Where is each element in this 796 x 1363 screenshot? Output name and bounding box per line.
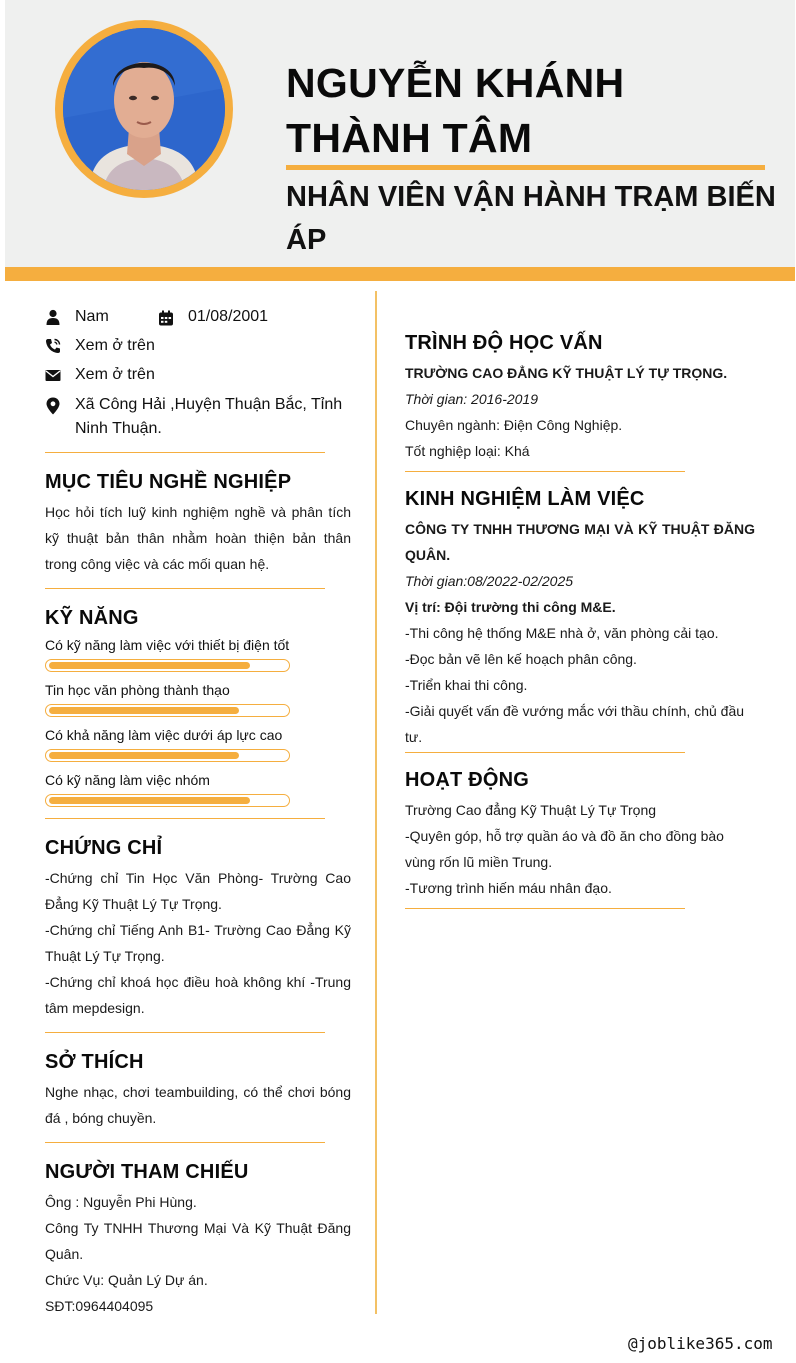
- education-school: TRƯỜNG CAO ĐẲNG KỸ THUẬT LÝ TỰ TRỌNG.: [405, 365, 728, 381]
- skill-bar: [45, 749, 290, 762]
- experience-duty: -Giải quyết vấn đề vướng mắc với thầu chính, chủ đầu tư.: [405, 703, 745, 745]
- skill-bar-fill: [49, 662, 250, 669]
- certificate-item: -Chứng chỉ Tin Học Văn Phòng- Trường Cao Đẳng Kỹ Thuật Lý Tự Trọng.: [45, 870, 351, 912]
- divider: [45, 588, 325, 589]
- objective-title: MỤC TIÊU NGHỀ NGHIỆP: [45, 471, 292, 493]
- email-value: Xem ở trên: [75, 366, 155, 383]
- skill-item: [45, 770, 351, 807]
- user-icon: [45, 309, 61, 325]
- divider: [405, 752, 685, 753]
- experience-duty: -Thi công hệ thống M&E nhà ở, văn phòng cải tạo.: [405, 625, 719, 641]
- divider: [405, 908, 685, 909]
- skill-item: [45, 680, 351, 717]
- skill-bar: [45, 704, 290, 717]
- certificate-item: -Chứng chỉ Tiếng Anh B1- Trường Cao Đẳng Kỹ Thuật Lý Tự Trọng.: [45, 922, 351, 964]
- skill-bar-fill: [49, 797, 250, 804]
- phone-icon: [45, 338, 61, 354]
- reference-line: Ông : Nguyễn Phi Hùng.: [45, 1194, 197, 1210]
- watermark: @joblike365.com: [628, 1334, 773, 1353]
- contact-address-row: [45, 393, 351, 441]
- activity-item: -Quyên góp, hỗ trợ quần áo và đồ ăn cho đồng bào vùng rốn lũ miền Trung.: [405, 828, 724, 870]
- reference-line: Chức Vụ: Quản Lý Dự án.: [45, 1272, 208, 1288]
- skill-label: Có kỹ năng làm việc với thiết bị điện tốt: [45, 637, 290, 653]
- experience-duty: -Đọc bản vẽ lên kế hoạch phân công.: [405, 651, 637, 667]
- candidate-name: NGUYỄN KHÁNH THÀNH TÂM: [286, 60, 625, 161]
- divider: [405, 471, 685, 472]
- activities-title: HOẠT ĐỘNG: [405, 769, 530, 791]
- gender-value: Nam: [75, 308, 109, 325]
- education-grade: Tốt nghiệp loại: Khá: [405, 443, 530, 459]
- references-title: NGƯỜI THAM CHIẾU: [45, 1161, 249, 1183]
- right-column: [405, 330, 755, 923]
- skill-label: Có kỹ năng làm việc nhóm: [45, 772, 210, 788]
- avatar: [63, 28, 225, 190]
- skill-bar: [45, 659, 290, 672]
- education-time: Thời gian: 2016-2019: [405, 391, 538, 407]
- skills-title: KỸ NĂNG: [45, 607, 139, 629]
- reference-line: SĐT:0964404095: [45, 1298, 154, 1314]
- education-title: TRÌNH ĐỘ HỌC VẤN: [405, 332, 603, 354]
- certificates-title: CHỨNG CHỈ: [45, 837, 163, 859]
- dob-value: 01/08/2001: [188, 308, 269, 325]
- experience-duty: -Triển khai thi công.: [405, 677, 528, 693]
- avatar-frame: [55, 20, 233, 198]
- divider: [45, 1142, 325, 1143]
- experience-position: Vị trí: Đội trường thi công M&E.: [405, 599, 616, 615]
- skill-bar-fill: [49, 707, 239, 714]
- contact-gender-dob-row: [45, 304, 351, 333]
- objective-text: Học hỏi tích luỹ kinh nghiệm nghề và phân tích kỹ thuật bản thân nhằm hoàn thiện bản thân trong công việc và các mối quan hệ.: [45, 504, 351, 572]
- phone-value: Xem ở trên: [75, 337, 155, 354]
- contact-phone-row: [45, 333, 351, 362]
- header-accent-bar: [5, 267, 795, 281]
- reference-line: Công Ty TNHH Thương Mại Và Kỹ Thuật Đăng Quân.: [45, 1220, 351, 1262]
- experience-company: CÔNG TY TNHH THƯƠNG MẠI VÀ KỸ THUẬT ĐĂNG QUÂN.: [405, 521, 755, 563]
- skill-label: Tin học văn phòng thành thạo: [45, 682, 230, 698]
- divider: [45, 452, 325, 453]
- divider: [45, 1032, 325, 1033]
- name-underline: [286, 165, 765, 170]
- hobbies-text: Nghe nhạc, chơi teambuilding, có thể chơi bóng đá , bóng chuyền.: [45, 1084, 351, 1126]
- experience-time: Thời gian:08/2022-02/2025: [405, 573, 574, 589]
- column-divider: [375, 291, 377, 1314]
- location-pin-icon: [45, 397, 61, 415]
- job-title: NHÂN VIÊN VẬN HÀNH TRẠM BIẾN ÁP: [286, 181, 776, 256]
- contact-email-row: [45, 362, 351, 391]
- calendar-icon: [158, 310, 174, 326]
- certificate-item: -Chứng chỉ khoá học điều hoà không khí -Trung tâm mepdesign.: [45, 974, 351, 1016]
- skill-item: [45, 635, 351, 672]
- address-value: Xã Công Hải ,Huyện Thuận Bắc, Tỉnh Ninh Thuận.: [75, 396, 343, 437]
- activity-item: -Tương trình hiến máu nhân đạo.: [405, 880, 612, 896]
- mail-icon: [45, 367, 61, 383]
- hobbies-title: SỞ THÍCH: [45, 1051, 144, 1073]
- divider: [45, 818, 325, 819]
- skill-label: Có khả năng làm việc dưới áp lực cao: [45, 727, 283, 743]
- skill-bar: [45, 794, 290, 807]
- activities-org: Trường Cao đẳng Kỹ Thuật Lý Tự Trọng: [405, 802, 657, 818]
- left-column: [45, 304, 351, 1319]
- skill-bar-fill: [49, 752, 239, 759]
- experience-title: KINH NGHIỆM LÀM VIỆC: [405, 488, 645, 510]
- skill-item: [45, 725, 351, 762]
- education-major: Chuyên ngành: Điện Công Nghiệp.: [405, 417, 623, 433]
